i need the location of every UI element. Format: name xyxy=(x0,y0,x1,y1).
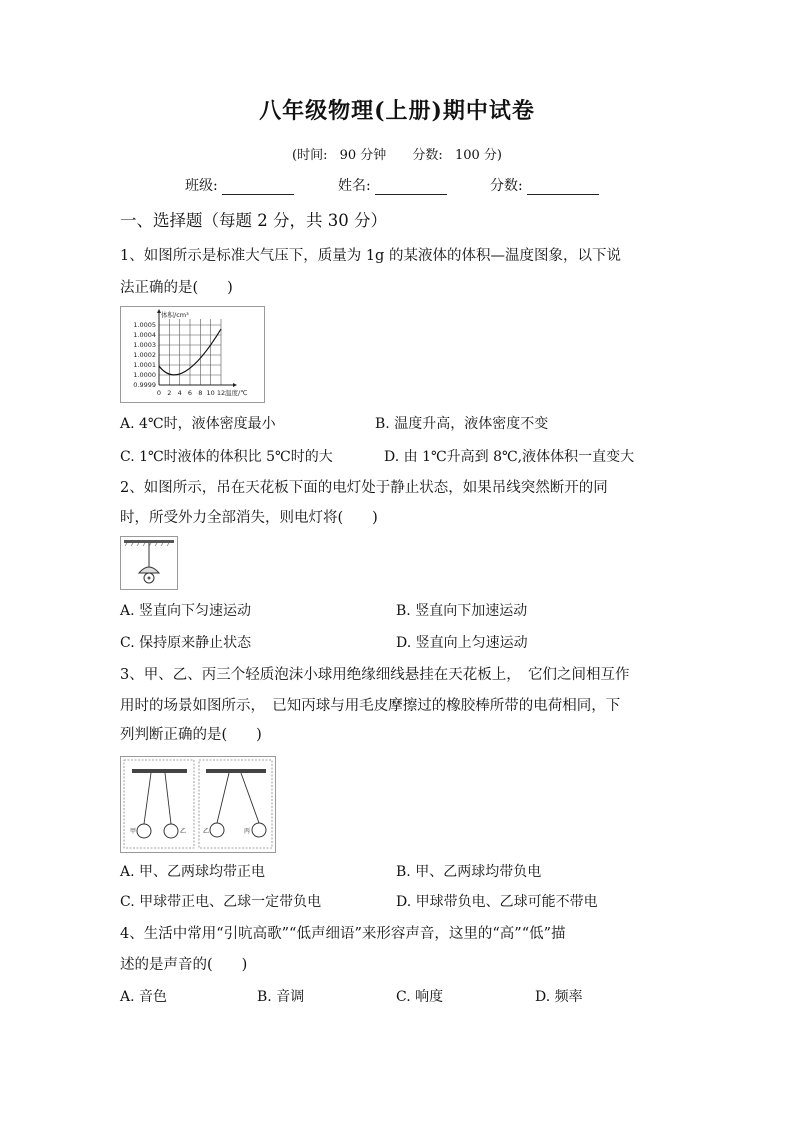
q1-graph xyxy=(121,307,264,402)
q4-option-c[interactable]: C. 响度 xyxy=(396,989,444,1005)
q1-x-tick: 8 xyxy=(198,389,203,397)
q3-right-thread-1 xyxy=(217,773,229,823)
q3-left-thread-1 xyxy=(144,773,151,824)
q3-option-a[interactable]: A. 甲、乙两球均带正电 xyxy=(120,864,266,880)
q3-text-line2: 用时的场景如图所示， 已知丙球与用毛皮摩擦过的橡胶棒所带的电荷相同，下 xyxy=(120,698,621,714)
class-blank[interactable] xyxy=(222,180,294,195)
q3-ball-jia-left xyxy=(137,824,151,838)
q1-x-tick: 4 xyxy=(177,389,182,397)
q3-option-d[interactable]: D. 甲球带负电、乙球可能不带电 xyxy=(396,894,598,910)
q3-text-line3: 列判断正确的是( ) xyxy=(120,727,262,743)
section-title: 一、选择题（每题 2 分，共 30 分） xyxy=(120,211,387,230)
page-title: 八年级物理(上册)期中试卷 xyxy=(259,98,535,124)
q2-text-line2: 时，所受外力全部消失，则电灯将( ) xyxy=(120,510,378,526)
class-label: 班级: xyxy=(185,178,218,194)
q1-y-tick: 0.9999 xyxy=(133,381,156,389)
q2-lamp-drawing xyxy=(121,537,177,589)
q1-grid xyxy=(159,319,221,385)
q3-option-c[interactable]: C. 甲球带正电、乙球一定带负电 xyxy=(120,894,322,910)
q1-x-tick: 0 xyxy=(156,389,162,397)
score-blank[interactable] xyxy=(527,180,599,195)
q4-option-d[interactable]: D. 频率 xyxy=(535,989,583,1005)
q3-label-jia: 甲 xyxy=(130,828,137,835)
exam-subtitle xyxy=(0,144,794,163)
q3-right-thread-2 xyxy=(241,773,259,823)
q1-option-a[interactable]: A. 4℃时，液体密度最小 xyxy=(120,416,276,432)
q1-x-tick: 12 xyxy=(216,389,226,397)
q4-option-a[interactable]: A. 音色 xyxy=(120,989,168,1005)
q3-left-ceiling xyxy=(132,769,187,773)
q1-y-axis-label: 体积/cm³ xyxy=(161,311,189,319)
q3-ball-bing-right xyxy=(252,823,266,837)
q4-text-line2: 述的是声音的( ) xyxy=(120,957,248,973)
class-field[interactable] xyxy=(185,175,294,195)
score-field[interactable] xyxy=(490,175,599,195)
q1-option-c[interactable]: C. 1℃时液体的体积比 5℃时的大 xyxy=(120,449,333,465)
q3-option-b[interactable]: B. 甲、乙两球均带负电 xyxy=(396,864,542,880)
q3-balls-drawing xyxy=(121,757,275,852)
q1-option-b[interactable]: B. 温度升高，液体密度不变 xyxy=(375,416,549,432)
name-field[interactable] xyxy=(338,175,447,195)
q2-bulb-filament xyxy=(148,577,151,580)
q3-label-yi-right: 乙 xyxy=(203,828,210,835)
q2-hanging-lamp-figure xyxy=(120,536,178,590)
q2-option-d[interactable]: D. 竖直向上匀速运动 xyxy=(396,635,528,651)
q1-text-line1: 1、如图所示是标准大气压下，质量为 1g 的某液体的体积—温度图象，以下说 xyxy=(120,248,621,264)
name-label: 姓名: xyxy=(338,178,371,194)
q1-y-tick: 1.0005 xyxy=(133,321,156,329)
score-value: 100 分) xyxy=(454,148,502,163)
score-label: 分数: xyxy=(412,148,443,163)
q1-x-axis-label: 温度/℃ xyxy=(225,389,248,397)
q3-text-line1: 3、甲、乙、丙三个轻质泡沫小球用绝缘细线悬挂在天花板上， 它们之间相互作 xyxy=(120,667,630,683)
q4-text-line1: 4、生活中常用“引吭高歌”“低声细语”来形容声音，这里的“高”“低”描 xyxy=(120,926,566,942)
q1-y-tick: 1.0004 xyxy=(133,331,156,339)
q1-option-d[interactable]: D. 由 1℃升高到 8℃,液体体积一直变大 xyxy=(384,449,635,465)
q2-option-c[interactable]: C. 保持原来静止状态 xyxy=(120,635,252,651)
q3-label-yi: 乙 xyxy=(180,828,187,835)
q1-y-tick: 1.0001 xyxy=(133,361,156,369)
time-value: 90 分钟 xyxy=(339,148,387,163)
q4-option-b[interactable]: B. 音调 xyxy=(257,989,305,1005)
name-blank[interactable] xyxy=(375,180,447,195)
q1-volume-temperature-figure xyxy=(120,306,265,403)
q2-option-a[interactable]: A. 竖直向下匀速运动 xyxy=(120,603,252,619)
q3-ball-yi-left xyxy=(164,824,178,838)
q1-x-arrow xyxy=(233,383,237,387)
q3-right-ceiling xyxy=(206,769,266,773)
q2-text-line1: 2、如图所示，吊在天花板下面的电灯处于静止状态，如果吊线突然断开的同 xyxy=(120,480,608,496)
q2-option-b[interactable]: B. 竖直向下加速运动 xyxy=(396,603,528,619)
q3-label-bing: 丙 xyxy=(244,828,251,835)
q2-lampshade xyxy=(139,567,159,573)
q3-charged-balls-figure xyxy=(120,756,276,853)
q3-left-thread-2 xyxy=(165,773,171,824)
q1-y-tick: 1.0000 xyxy=(133,371,156,379)
q1-y-tick: 1.0002 xyxy=(133,351,156,359)
q1-x-tick: 10 xyxy=(206,389,215,397)
q1-x-tick: 2 xyxy=(167,389,172,397)
total-score-label: 分数: xyxy=(490,178,523,194)
q1-y-tick: 1.0003 xyxy=(133,341,156,349)
q1-text-line2: 法正确的是( ) xyxy=(120,280,233,296)
q2-ceiling xyxy=(124,540,174,543)
time-label: (时间: xyxy=(292,148,328,163)
q3-ball-yi-right xyxy=(210,823,224,837)
q1-x-tick: 6 xyxy=(187,389,193,397)
